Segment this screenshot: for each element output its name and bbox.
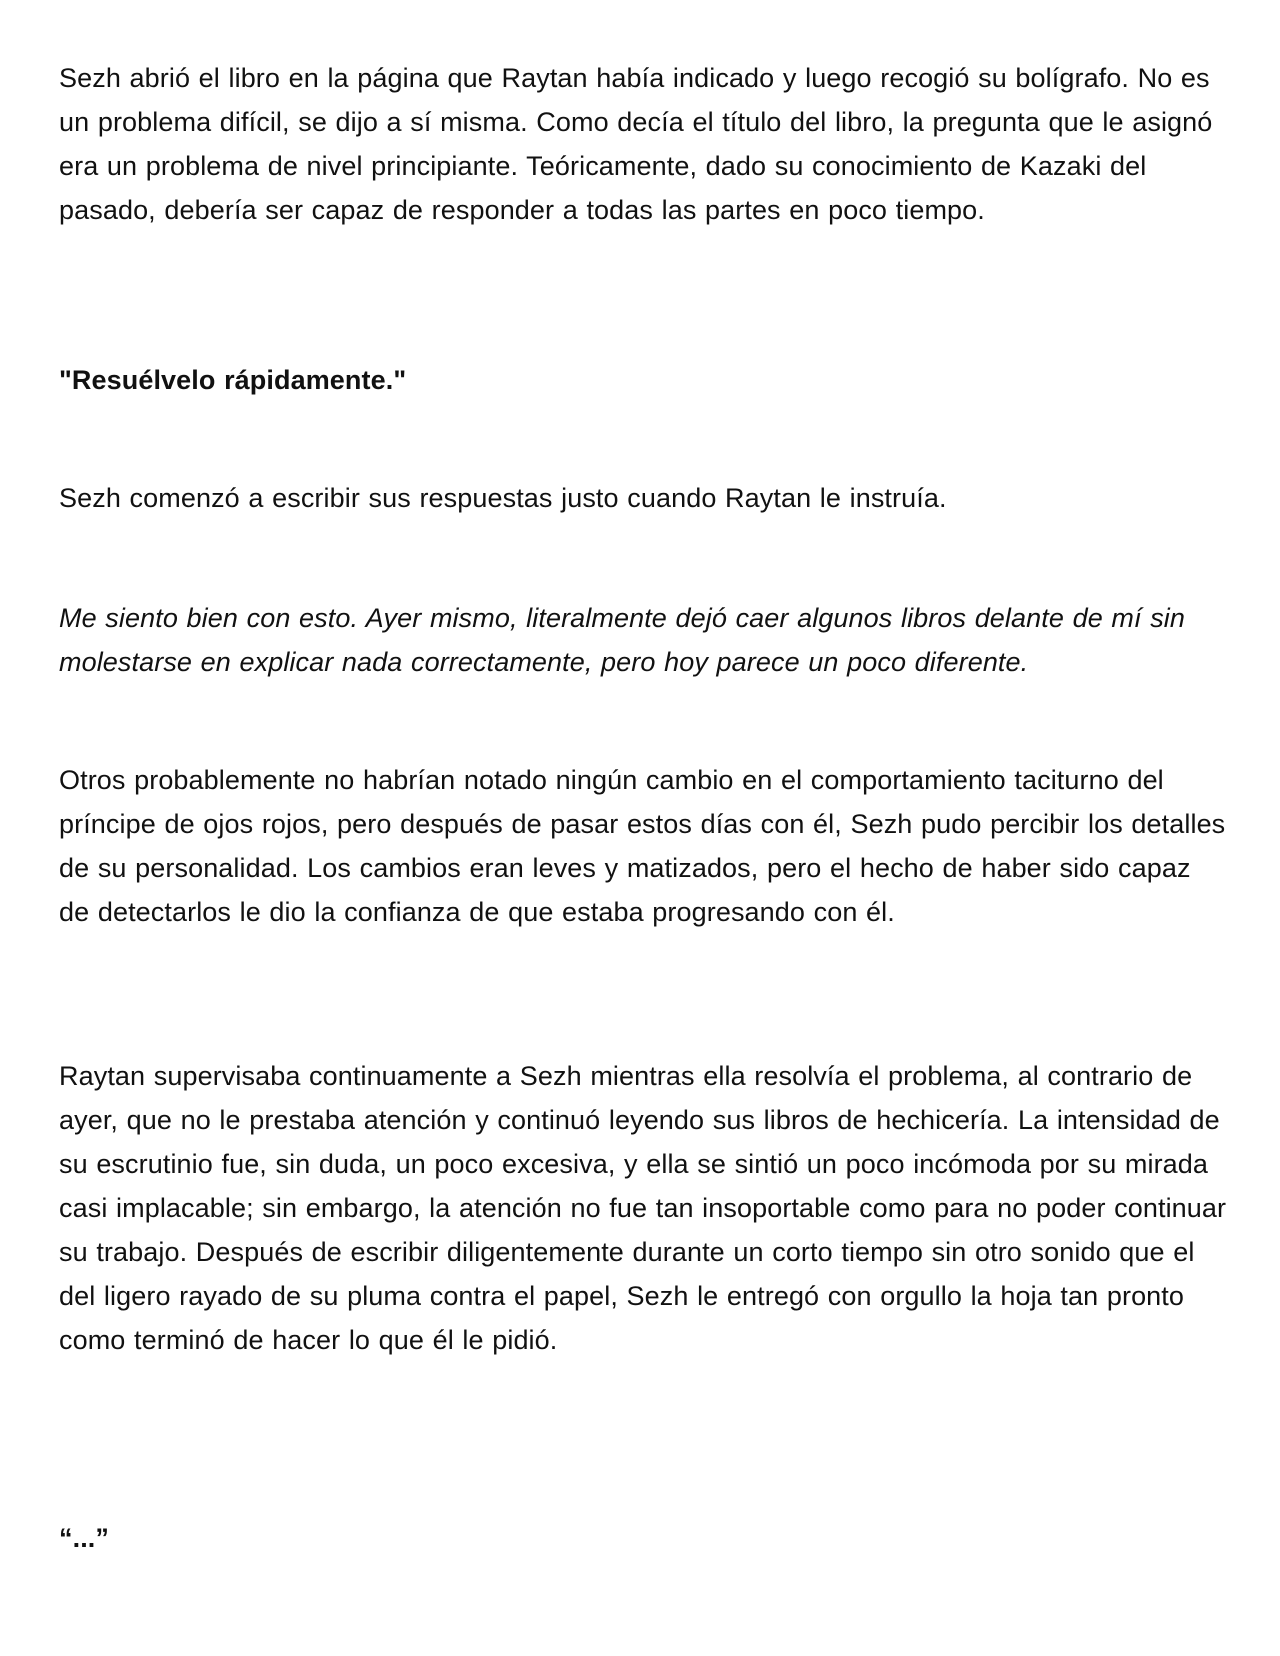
- dialogue-line-1: "Resuélvelo rápidamente.": [59, 365, 407, 395]
- paragraph-2: Sezh comenzó a escribir sus respuestas justo cuando Raytan le instruía.: [59, 483, 947, 513]
- dialogue-line-2: “...”: [59, 1523, 110, 1553]
- paragraph-1: Sezh abrió el libro en la página que Raytan había indicado y luego recogió su bolígrafo. No es un problema difícil, se dijo a sí misma. Como decía el título del libro, la pregunta que le asignó era un problema de nivel principiante. Teóricamente, dado su conocimiento de Kazaki del pasado, debería ser capaz de responder a todas las partes en poco tiempo.: [59, 63, 1213, 225]
- inner-thought-paragraph: Me siento bien con esto. Ayer mismo, literalmente dejó caer algunos libros delante de mí sin molestarse en explicar nada correctamente, pero hoy parece un poco diferente.: [59, 603, 1186, 677]
- paragraph-4: Raytan supervisaba continuamente a Sezh mientras ella resolvía el problema, al contrario de ayer, que no le prestaba atención y continuó leyendo sus libros de hechicería. La intensidad de su escrutinio fue, sin duda, un poco excesiva, y ella se sintió un poco incómoda por su mirada casi implacable; sin embargo, la atención no fue tan insoportable como para no poder continuar su trabajo. Después de escribir diligentemente durante un corto tiempo sin otro sonido que el del ligero rayado de su pluma contra el papel, Sezh le entregó con orgullo la hoja tan pronto como terminó de hacer lo que él le pidió.: [59, 1061, 1227, 1355]
- paragraph-3: Otros probablemente no habrían notado ningún cambio en el comportamiento taciturno del príncipe de ojos rojos, pero después de pasar estos días con él, Sezh pudo percibir los detalles de su personalidad. Los cambios eran leves y matizados, pero el hecho de haber sido capaz de detectarlos le dio la confianza de que estaba progresando con él.: [59, 765, 1226, 927]
